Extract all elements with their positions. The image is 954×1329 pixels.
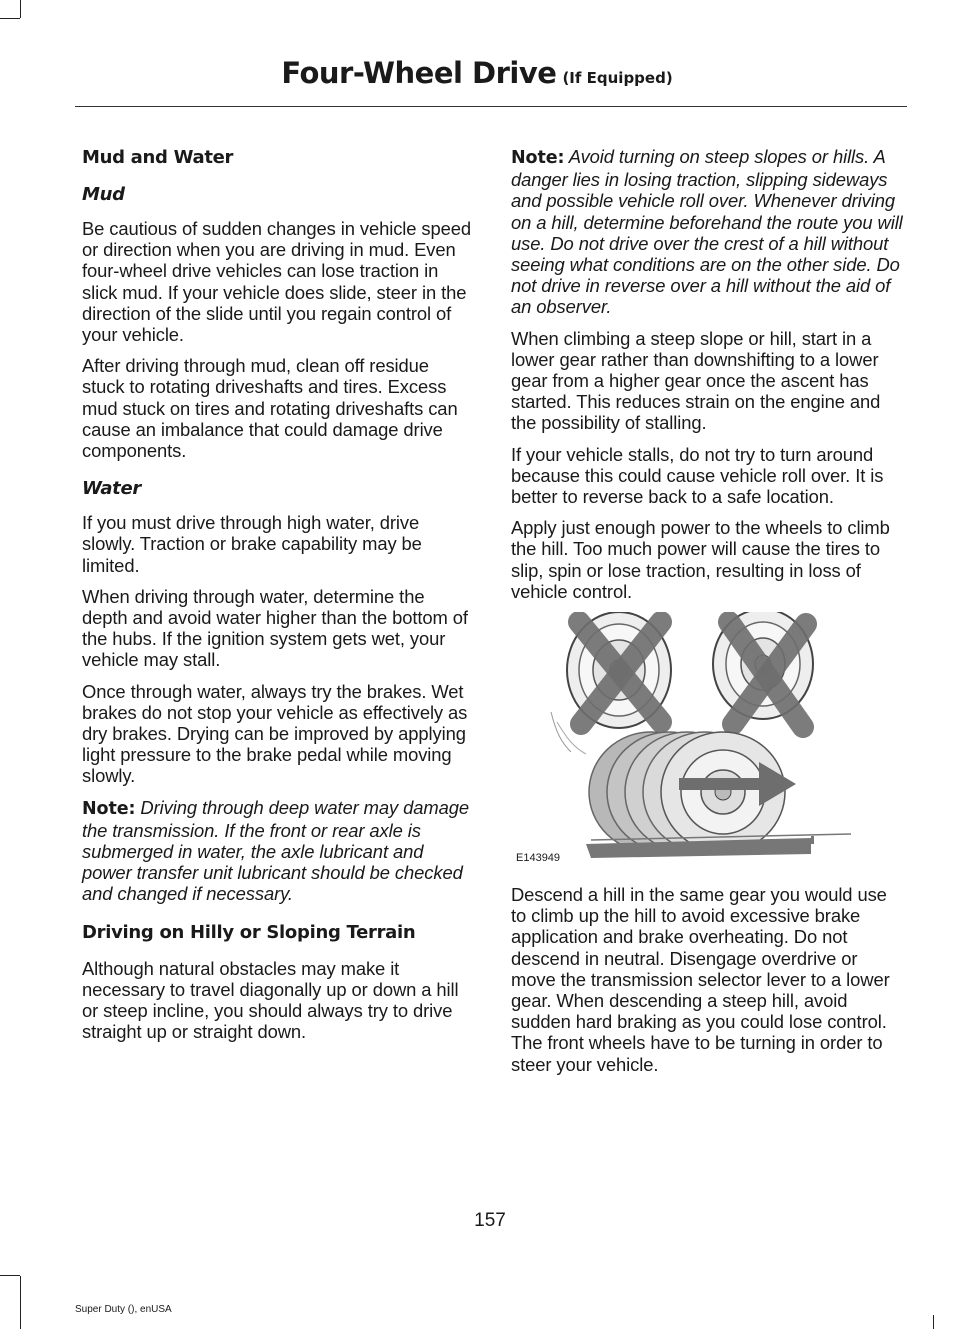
section-heading-mud-water: Mud and Water [82, 147, 234, 168]
figure-code: E143949 [516, 852, 561, 865]
section-heading-hilly-terrain: Driving on Hilly or Sloping Terrain [82, 921, 416, 943]
right-column [511, 146, 903, 1085]
crop-mark [933, 1315, 934, 1329]
rolling-tire-sequence [589, 732, 785, 852]
note [82, 797, 472, 905]
footer-text: Super Duty (), enUSA [75, 1304, 172, 1315]
paragraph: When climbing a steep slope or hill, start in a lower gear rather than downshifting to a lower gear from a higher gear once the ascent has started. This reduces strain on the engine and the possibility of stalling. [511, 327, 881, 434]
paragraph: Descend a hill in the same gear you would use to climb up the hill to avoid excessive brake application and brake overheating. Do not descend in neutral. Disengage overdrive or move the transmission selector lever to a lower gear. When descending a steep hill, avoid sudden hard braking as you could lose control. The front wheels have to be turning in order to steer your vehicle. [511, 884, 890, 1075]
header-divider [75, 106, 907, 107]
crop-mark [0, 1275, 20, 1276]
note-text: Driving through deep water may damage the transmission. If the front or rear axle is submerged in water, the axle lubricant and power transfer unit lubricant should be checked and changed if necessary. [82, 796, 469, 905]
crop-mark [20, 0, 21, 18]
hill-driving-illustration [511, 612, 903, 870]
note-label: Note: [511, 148, 565, 168]
crop-mark [0, 18, 20, 19]
page-number: 157 [474, 1210, 506, 1231]
wheel-illustration [511, 612, 903, 870]
note [511, 146, 903, 318]
page-title: Four-Wheel Drive [281, 56, 557, 90]
left-column [82, 146, 472, 1053]
page-header [0, 56, 954, 90]
paragraph: When driving through water, determine the depth and avoid water higher than the bottom of the hubs. If the ignition system gets wet, your vehicle may stall. [82, 585, 468, 671]
paragraph: Be cautious of sudden changes in vehicle speed or direction when you are driving in mud. Even four-wheel drive vehicles can lose traction in slick mud. If your vehicle does slide, steer in the direction of the slide until you regain control of your vehicle. [82, 218, 472, 346]
paragraph: Apply just enough power to the wheels to climb the hill. Too much power will cause the tires to slip, spin or lose traction, resulting in loss of vehicle control. [511, 517, 890, 602]
note-label: Note: [82, 798, 136, 819]
page-subtitle: (If Equipped) [562, 69, 673, 87]
paragraph: After driving through mud, clean off residue stuck to rotating driveshafts and tires. Excess mud stuck on tires and rotating driveshafts can cause an imbalance that could damage drive components. [82, 355, 458, 462]
paragraph: Although natural obstacles may make it necessary to travel diagonally up or down a hill or steep incline, you should always try to drive straight up or straight down. [82, 957, 459, 1043]
subheading-mud: Mud [82, 184, 125, 205]
note-text: Avoid turning on steep slopes or hills. A danger lies in losing traction, slipping sideways and possible vehicle roll over. Whenever driving on a hill, determine beforehand the route you will use. Do not drive over the crest of a hill without seeing what conditions are on the other side. Do not drive in reverse over a hill without the aid of an observer. [511, 146, 903, 318]
paragraph: Once through water, always try the brakes. Wet brakes do not stop your vehicle as effectively as dry brakes. Drying can be improved by applying light pressure to the brake pedal while moving slowly. [82, 680, 468, 787]
paragraph: If you must drive through high water, drive slowly. Traction or brake capability may be limited. [82, 512, 422, 576]
paragraph: If your vehicle stalls, do not try to turn around because this could cause vehicle roll over. It is better to reverse back to a safe location. [511, 443, 884, 508]
subheading-water: Water [82, 478, 141, 500]
crop-mark [20, 1276, 21, 1329]
